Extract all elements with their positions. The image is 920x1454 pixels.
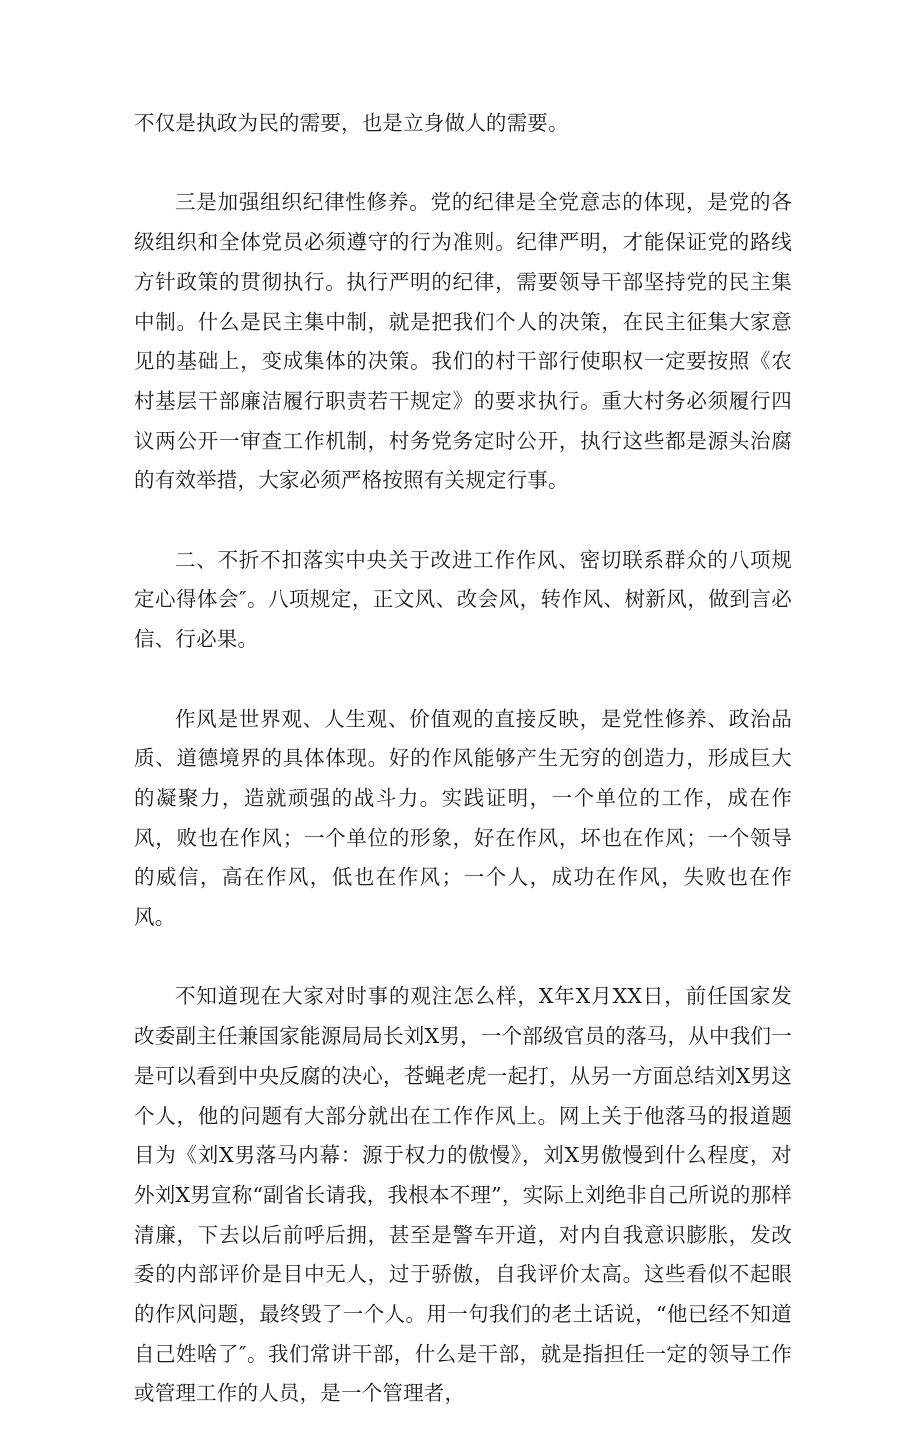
document-body: [134, 104, 792, 1454]
paragraph-eight-rules: 二、不折不扣落实中央关于改进工作作风、密切联系群众的八项规定心得体会″。八项规定，正文风、改会风，转作风、树新风，做到言必信、行必果。: [134, 547, 792, 652]
paragraph-discipline: 三是加强组织纪律性修养。党的纪律是全党意志的体现，是党的各级组织和全体党员必须遵守的行为准则。纪律严明，才能保证党的路线方针政策的贯彻执行。执行严明的纪律，需要领导干部坚持党的民主集中制。什么是民主集中制，就是把我们个人的决策，在民主征集大家意见的基础上，变成集体的决策。我们的村干部行使职权一定要按照《农村基层干部廉洁履行职责若干规定》的要求执行。重大村务必须履行四议两公开一审查工作机制，村务党务定时公开，执行这些都是源头治腐的有效举措，大家必须严格按照有关规定行事。: [134, 190, 792, 493]
paragraph-continuation: 不仅是执政为民的需要，也是立身做人的需要。: [134, 111, 569, 135]
paragraph-work-style: 作风是世界观、人生观、价值观的直接反映，是党性修养、政治品质、道德境界的具体体现。好的作风能够产生无穷的创造力，形成巨大的凝聚力，造就顽强的战斗力。实践证明，一个单位的工作，成在作风，败也在作风；一个单位的形象，好在作风，坏也在作风；一个领导的威信，高在作风，低也在作风；一个人，成功在作风，失败也在作风。: [134, 706, 792, 930]
paragraph-case-study: 不知道现在大家对时事的观注怎么样，X年X月XX日，前任国家发改委副主任兼国家能源局局长刘X男，一个部级官员的落马，从中我们一是可以看到中央反腐的决心，苍蝇老虎一起打，从另一方面总结刘X男这个人，他的问题有大部分就出在工作作风上。网上关于他落马的报道题目为《刘X男落马内幕：源于权力的傲慢》，刘X男傲慢到什么程度，对外刘X男宣称“副省长请我，我根本不理”，实际上刘绝非自己所说的那样清廉，下去以后前呼后拥，甚至是警车开道，对内自我意识膨胀，发改委的内部评价是目中无人，过于骄傲，自我评价太高。这些看似不起眼的作风问题，最终毁了一个人。用一句我们的老土话说，“他已经不知道自己姓啥了″。我们常讲干部，什么是干部，就是指担任一定的领导工作或管理工作的人员，是一个管理者，: [134, 984, 792, 1406]
